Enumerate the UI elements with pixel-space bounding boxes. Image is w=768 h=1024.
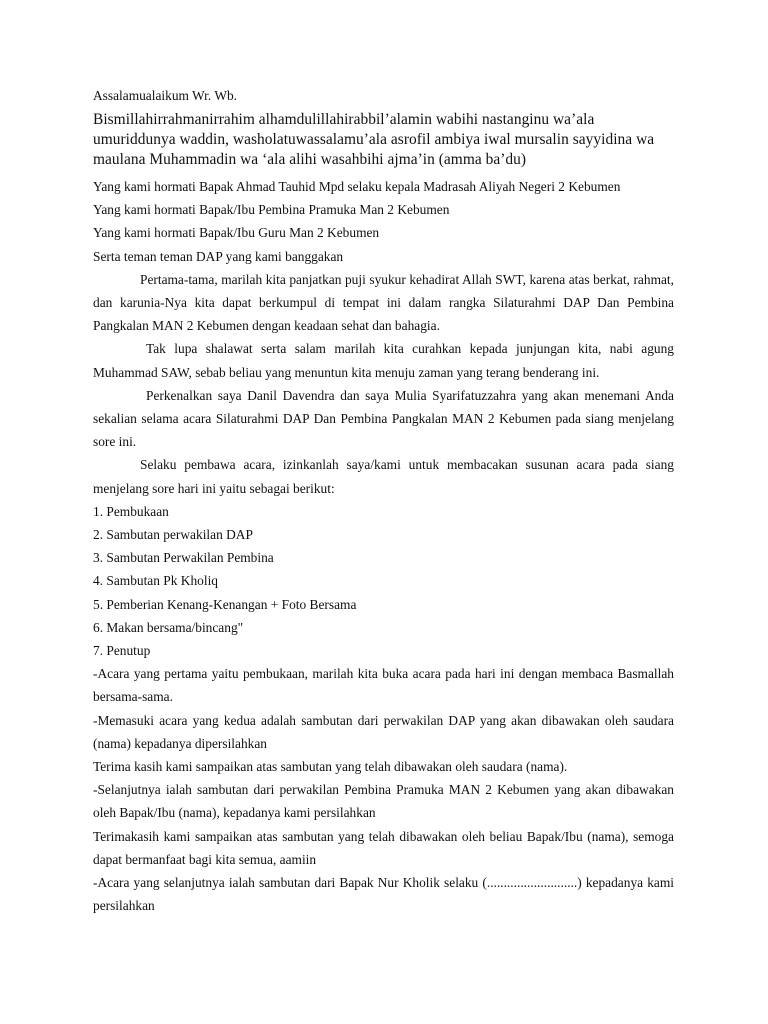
closing-paragraph: -Acara yang pertama yaitu pembukaan, marilah kita buka acara pada hari ini dengan membaca Basmallah bersama-sama. <box>93 666 674 705</box>
closing-paragraph: Terimakasih kami sampaikan atas sambutan yang telah dibawakan oleh beliau Bapak/Ibu (nama), semoga dapat bermanfaat bagi kita semua, aamiin <box>93 828 674 867</box>
agenda-item: 4. Sambutan Pk Kholiq <box>93 573 218 589</box>
bismillah-paragraph: Bismillahirrahmanirrahim alhamdulillahirabbil’alamin wabihi nastanginu wa’ala umuriddunya waddin, washolatuwassalamu’ala asrofil ambiya iwal mursalin sayyidina wa maulana Muhammadin wa ‘ala alihi wasahbihi ajma’in (amma ba’du) <box>93 111 655 168</box>
agenda-item: 6. Makan bersama/bincang" <box>93 619 244 635</box>
closing-paragraph: Terima kasih kami sampaikan atas sambutan yang telah dibawakan oleh saudara (nama). <box>93 759 568 775</box>
greeting-line: Yang kami hormati Bapak Ahmad Tauhid Mpd selaku kepala Madrasah Aliyah Negeri 2 Kebumen <box>93 179 621 194</box>
body-paragraph: Pertama-tama, marilah kita panjatkan puji syukur kehadirat Allah SWT, karena atas berkat, rahmat, dan karunia-Nya kita dapat berkumpul di tempat ini dalam rangka Silaturahmi DAP Dan Pembina Pangkalan MAN 2 Kebumen dengan keadaan sehat dan bahagia. <box>93 271 674 334</box>
greeting-line: Yang kami hormati Bapak/Ibu Guru Man 2 Kebumen <box>93 225 380 241</box>
closing-paragraph: -Acara yang selanjutnya ialah sambutan dari Bapak Nur Kholik selaku (...........................) kepadanya kami persilahkan <box>93 875 674 914</box>
agenda-item: 3. Sambutan Perwakilan Pembina <box>93 550 274 566</box>
greeting-line: Yang kami hormati Bapak/Ibu Pembina Pramuka Man 2 Kebumen <box>93 202 450 218</box>
greeting-line: Serta teman teman DAP yang kami banggakan <box>93 248 344 264</box>
agenda-item: 5. Pemberian Kenang-Kenangan + Foto Bersama <box>93 596 357 612</box>
body-paragraph: Perkenalkan saya Danil Davendra dan saya Mulia Syarifatuzzahra yang akan menemani Anda sekalian selama acara Silaturahmi DAP Dan Pembina Pangkalan MAN 2 Kebumen pada siang menjelang sore ini. <box>93 387 674 450</box>
agenda-item: 2. Sambutan perwakilan DAP <box>93 527 253 543</box>
body-paragraph: Tak lupa shalawat serta salam marilah kita curahkan kepada junjungan kita, nabi agung Muhammad SAW, sebab beliau yang menuntun kita menuju zaman yang terang benderang ini. <box>93 341 674 380</box>
closing-paragraph: -Selanjutnya ialah sambutan dari perwakilan Pembina Pramuka MAN 2 Kebumen yang akan dibawakan oleh Bapak/Ibu (nama), kepadanya kami persilahkan <box>93 782 674 821</box>
closing-paragraph: -Memasuki acara yang kedua adalah sambutan dari perwakilan DAP yang akan dibawakan oleh saudara (nama) kepadanya dipersilahkan <box>93 712 674 751</box>
agenda-item: 7. Penutup <box>93 643 151 659</box>
salam-line: Assalamualaikum Wr. Wb. <box>93 88 238 103</box>
body-paragraph: Selaku pembawa acara, izinkanlah saya/kami untuk membacakan susunan acara pada siang menjelang sore hari ini yaitu sebagai berikut: <box>93 457 674 496</box>
agenda-item: 1. Pembukaan <box>93 503 169 519</box>
